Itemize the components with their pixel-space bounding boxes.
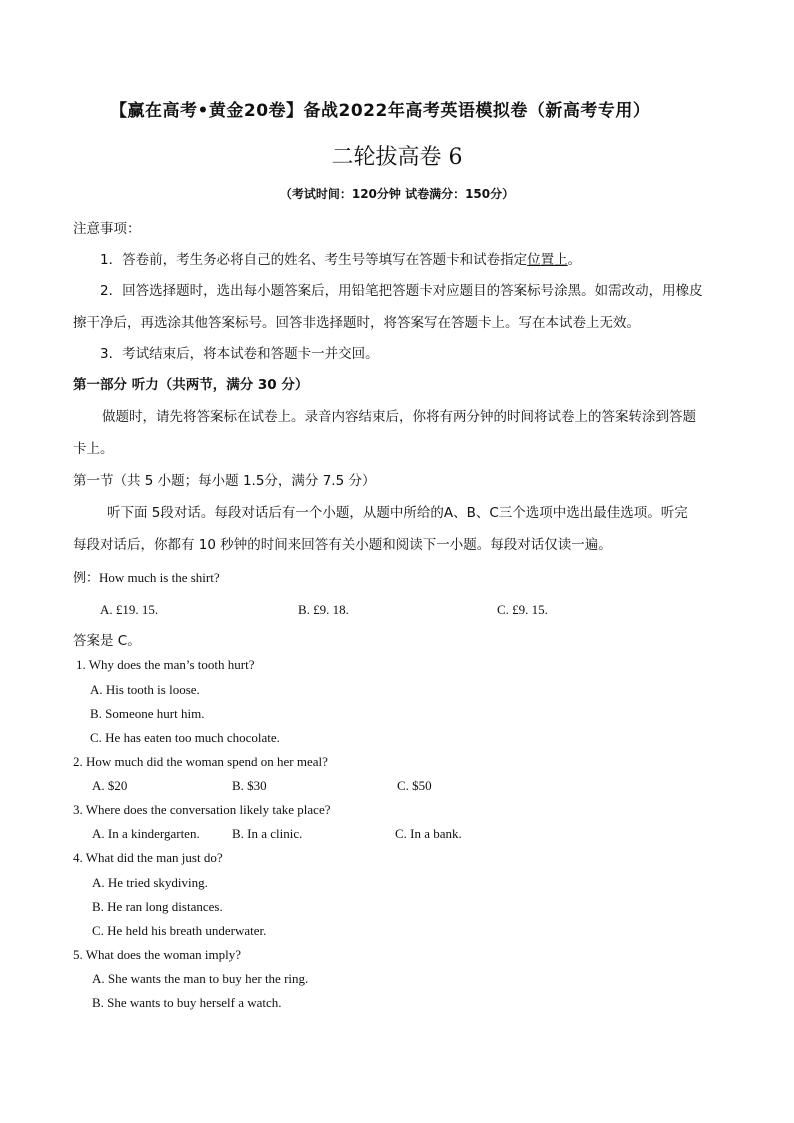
question-2-option-b: B. $30 xyxy=(232,778,267,793)
question-5: 5. What does the woman imply? xyxy=(73,947,242,962)
exam-time-score: （考试时间：120分钟 试卷满分：150分） xyxy=(279,187,515,201)
note-item-2-line-2: 擦干净后，再选涂其他答案标号。回答非选择题时，将答案写在答题卡上。写在本试卷上无效。 xyxy=(73,315,640,331)
question-4-option-b: B. He ran long distances. xyxy=(92,899,223,914)
exam-subtitle: 二轮拔高卷 6 xyxy=(331,145,463,170)
question-3-option-a: A. In a kindergarten. xyxy=(92,826,200,841)
part1-heading: 第一部分 听力（共两节，满分 30 分） xyxy=(73,377,309,393)
question-4: 4. What did the man just do? xyxy=(73,850,223,865)
note-item-1-underlined: 位置上 xyxy=(527,252,568,268)
note-item-2-line-1: 2．回答选择题时，选出每小题答案后，用铅笔把答题卡对应题目的答案标号涂黑。如需改动，用橡皮 xyxy=(100,283,703,299)
question-2: 2. How much did the woman spend on her meal? xyxy=(73,754,328,769)
section1-instructions-line-2: 每段对话后，你都有 10 秒钟的时间来回答有关小题和阅读下一小题。每段对话仅读一遍。 xyxy=(73,537,612,553)
notes-heading: 注意事项： xyxy=(73,221,141,237)
question-4-option-a: A. He tried skydiving. xyxy=(92,875,208,890)
question-1-option-b: B. Someone hurt him. xyxy=(90,706,205,721)
question-2-option-a: A. $20 xyxy=(92,778,128,793)
note-item-1-suffix: 。 xyxy=(567,252,582,268)
question-3-option-b: B. In a clinic. xyxy=(232,826,303,841)
note-item-3: 3．考试结束后，将本试卷和答题卡一并交回。 xyxy=(100,346,379,362)
question-1-option-c: C. He has eaten too much chocolate. xyxy=(90,730,280,745)
part1-intro-line-1: 做题时，请先将答案标在试卷上。录音内容结束后，你将有两分钟的时间将试卷上的答案转涂到答题 xyxy=(102,409,696,425)
question-5-option-b: B. She wants to buy herself a watch. xyxy=(92,995,282,1010)
note-item-1-text: 1．答卷前，考生务必将自己的姓名、考生号等填写在答题卡和试卷指定 xyxy=(100,252,528,268)
part1-intro-line-2: 卡上。 xyxy=(73,441,114,457)
question-3-option-c: C. In a bank. xyxy=(395,826,462,841)
example-question: 例：How much is the shirt? xyxy=(73,570,220,585)
section1-heading: 第一节（共 5 小题；每小题 1.5分，满分 7.5 分） xyxy=(73,473,376,489)
example-answer: 答案是 C。 xyxy=(73,633,141,649)
exam-title: 【赢在高考•黄金20卷】备战2022年高考英语模拟卷（新高考专用） xyxy=(110,101,651,121)
question-4-option-c: C. He held his breath underwater. xyxy=(92,923,267,938)
question-2-option-c: C. $50 xyxy=(397,778,432,793)
section1-instructions-line-1: 听下面 5段对话。每段对话后有一个小题，从题中所给的A、B、C三个选项中选出最佳选项。听完 xyxy=(107,505,688,521)
example-option-b: B. £9. 18. xyxy=(298,602,349,617)
example-option-c: C. £9. 15. xyxy=(497,602,548,617)
note-item-1 xyxy=(100,254,581,268)
question-3: 3. Where does the conversation likely take place? xyxy=(73,802,331,817)
question-1-option-a: A. His tooth is loose. xyxy=(90,682,200,697)
question-1: 1. Why does the man’s tooth hurt? xyxy=(76,657,255,672)
question-5-option-a: A. She wants the man to buy her the ring. xyxy=(92,971,309,986)
example-option-a: A. £19. 15. xyxy=(100,602,159,617)
